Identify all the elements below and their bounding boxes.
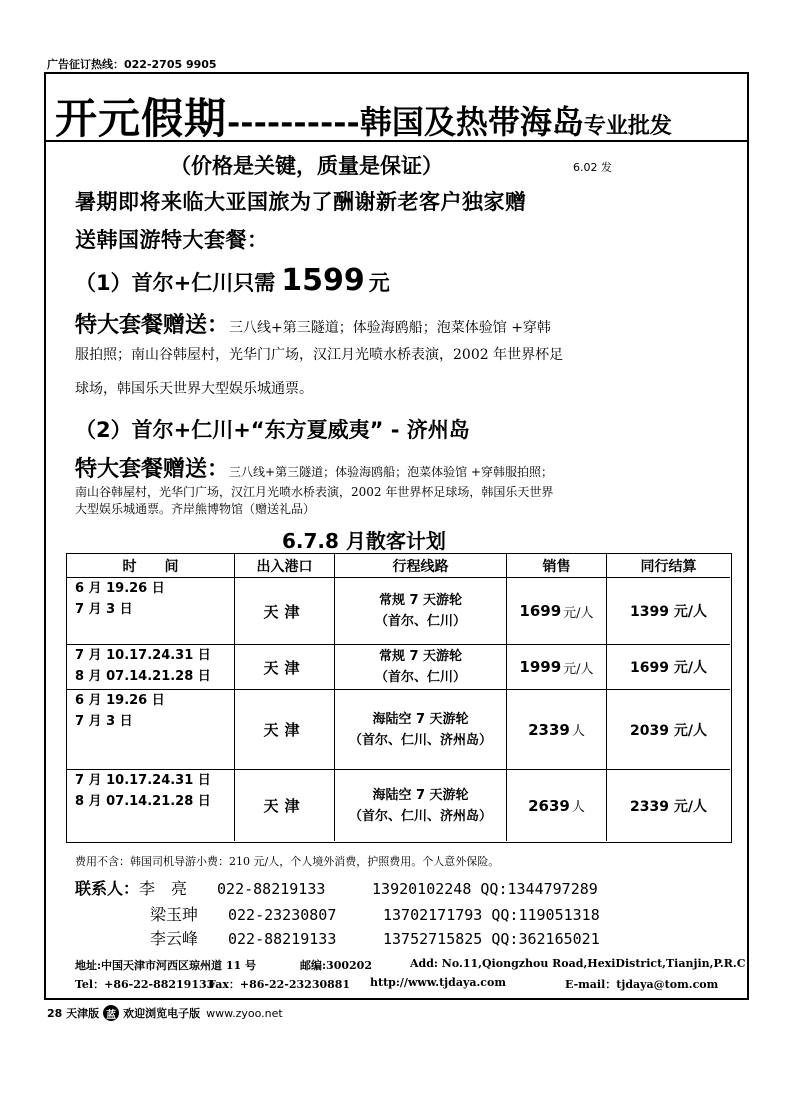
sale-unit: 人	[571, 800, 585, 815]
gift-text: 三八线+第三隧道；体验海鸥船；泡菜体验馆 +穿韩服拍照；	[229, 465, 553, 479]
table-row-route	[335, 690, 507, 770]
package-1-heading	[75, 263, 390, 298]
page-title	[55, 86, 672, 146]
page-number: 28 天津版	[47, 1007, 100, 1020]
package-1-gift-line-2: 服拍照；南山谷韩屋村，光华门广场，汉江月光喷水桥表演，2002 年世界杯足	[75, 347, 564, 363]
fees-excluded-note: 费用不含：韩国司机导游小费：210 元/人，个人境外消费，护照费用。个人意外保险。	[75, 855, 500, 868]
date-line-1: 7 月 10.17.24.31 日	[75, 773, 211, 788]
sale-price: 1699	[519, 602, 562, 620]
table-row-port: 天津	[235, 645, 335, 690]
contact-phone: 022-23230807	[228, 906, 337, 924]
package-1-label: （1）首尔+仁川只需	[75, 271, 276, 295]
header-peer: 同行结算	[607, 554, 730, 578]
table-row-port: 天津	[235, 578, 335, 645]
package-2-heading: （2）首尔+仁川+“东方夏威夷” - 济州岛	[75, 418, 470, 442]
table-row-sale	[507, 645, 607, 690]
sale-price: 1999	[519, 658, 562, 676]
table-row-route	[335, 578, 507, 645]
table-row-peer: 1399 元/人	[607, 578, 730, 645]
sale-unit: 元/人	[563, 661, 594, 677]
gift-label: 特大套餐赠送：	[75, 313, 230, 338]
table-row-sale	[507, 770, 607, 841]
date-line-1: 6 月 19.26 日	[75, 581, 165, 596]
header-port: 出入港口	[235, 554, 335, 578]
sale-price: 2339	[528, 720, 570, 739]
route-line-1: 常规 7 天游轮	[378, 593, 463, 608]
ad-hotline: 广告征订热线：022-2705 9905	[47, 58, 217, 71]
package-1-unit: 元	[368, 271, 390, 295]
header-time: 时 间	[67, 554, 235, 578]
table-row-port: 天津	[235, 770, 335, 841]
date-line-1: 7 月 10.17.24.31 日	[75, 648, 211, 663]
address-chinese: 地址:中国天津市河西区琼州道 11 号	[75, 959, 257, 972]
address-english: Add: No.11,Qiongzhou Road,HexiDistrict,Tianjin,P.R.C	[410, 957, 746, 970]
website-link[interactable]: http://www.tjdaya.com	[370, 976, 506, 989]
sale-price: 2639	[528, 796, 570, 815]
header-sale: 销售	[507, 554, 607, 578]
telephone: Tel：+86-22-88219133	[75, 978, 215, 991]
contact-name: 梁玉珅	[150, 905, 199, 924]
postcode: 邮编:300202	[300, 959, 372, 972]
page-footer	[47, 1005, 283, 1021]
contacts-label: 联系人：	[75, 879, 140, 898]
contact-row	[75, 876, 598, 899]
table-row-date	[67, 690, 235, 770]
contact-phone: 022-88219133	[228, 930, 337, 948]
gift-text: 三八线+第三隧道；体验海鸥船；泡菜体验馆 +穿韩	[229, 320, 551, 336]
route-line-1: 常规 7 天游轮	[378, 649, 463, 664]
contact-phone: 022-88219133	[217, 880, 326, 898]
title-dashes: ----------	[227, 103, 360, 141]
contact-row	[150, 926, 600, 949]
title-suffix: 专业批发	[583, 113, 672, 139]
route-line-2: （首尔、仁川）	[374, 670, 466, 685]
footer-url[interactable]: www.zyoo.net	[206, 1006, 283, 1020]
table-row-sale	[507, 690, 607, 770]
date-line-2: 8 月 07.14.21.28 日	[75, 669, 211, 684]
table-row-date	[67, 770, 235, 841]
contact-name: 李云峰	[150, 929, 199, 948]
table-row-peer: 1699 元/人	[607, 645, 730, 690]
intro-line-2: 送韩国游特大套餐：	[75, 228, 269, 252]
contact-name: 李 亮	[139, 879, 188, 898]
intro-line-1: 暑期即将来临大亚国旅为了酬谢新老客户独家赠	[75, 190, 527, 214]
brand-name: 开元假期	[55, 94, 228, 143]
schedule-title: 6.7.8 月散客计划	[282, 529, 446, 553]
contact-mobile: 13920102248 QQ:1344797289	[372, 880, 598, 898]
package-2-gift-line-3: 大型娱乐城通票。齐岸熊博物馆（赠送礼品）	[75, 502, 316, 516]
header-route: 行程线路	[335, 554, 507, 578]
slogan: （价格是关键，质量是保证）	[170, 154, 443, 178]
publication-logo-icon: 蓝	[103, 1005, 119, 1021]
date-line-2: 7 月 3 日	[75, 714, 133, 729]
table-row-sale	[507, 578, 607, 645]
sale-unit: 人	[571, 724, 585, 739]
contact-row	[150, 902, 600, 925]
table-row-route	[335, 770, 507, 841]
route-line-2: （首尔、仁川）	[374, 614, 466, 629]
footer-text: 欢迎浏览电子版	[123, 1007, 201, 1020]
route-line-1: 海陆空 7 天游轮	[372, 787, 469, 803]
package-1-gift	[75, 308, 551, 339]
email-link[interactable]: E-mail：tjdaya@tom.com	[565, 978, 719, 991]
package-2-gift-line-2: 南山谷韩屋村，光华门广场，汉江月光喷水桥表演，2002 年世界杯足球场，韩国乐天世界	[75, 485, 554, 499]
table-row-date	[67, 645, 235, 690]
date-line-2: 8 月 07.14.21.28 日	[75, 794, 211, 809]
date-line-2: 7 月 3 日	[75, 602, 133, 617]
schedule-table	[66, 553, 732, 843]
package-2-gift	[75, 452, 553, 483]
issue-date: 6.02 发	[573, 161, 612, 174]
fax: Fax：+86-22-23230881	[208, 978, 351, 991]
sale-unit: 元/人	[563, 605, 594, 621]
table-row-date	[67, 578, 235, 645]
package-1-price: 1599	[281, 263, 365, 298]
table-row-peer: 2339 元/人	[630, 798, 707, 815]
table-row-port: 天津	[235, 690, 335, 770]
gift-label: 特大套餐赠送：	[75, 457, 230, 482]
date-line-1: 6 月 19.26 日	[75, 693, 165, 708]
contact-mobile: 13702171793 QQ:119051318	[383, 906, 600, 924]
table-row-route	[335, 645, 507, 690]
title-destination: 韩国及热带海岛	[359, 103, 584, 141]
table-row-peer: 2039 元/人	[607, 690, 730, 770]
contact-mobile: 13752715825 QQ:362165021	[383, 930, 600, 948]
route-line-2: （首尔、仁川、济州岛）	[348, 808, 492, 824]
package-1-gift-line-3: 球场，韩国乐天世界大型娱乐城通票。	[75, 381, 313, 397]
route-line-2: （首尔、仁川、济州岛）	[348, 732, 492, 748]
route-line-1: 海陆空 7 天游轮	[372, 711, 469, 727]
